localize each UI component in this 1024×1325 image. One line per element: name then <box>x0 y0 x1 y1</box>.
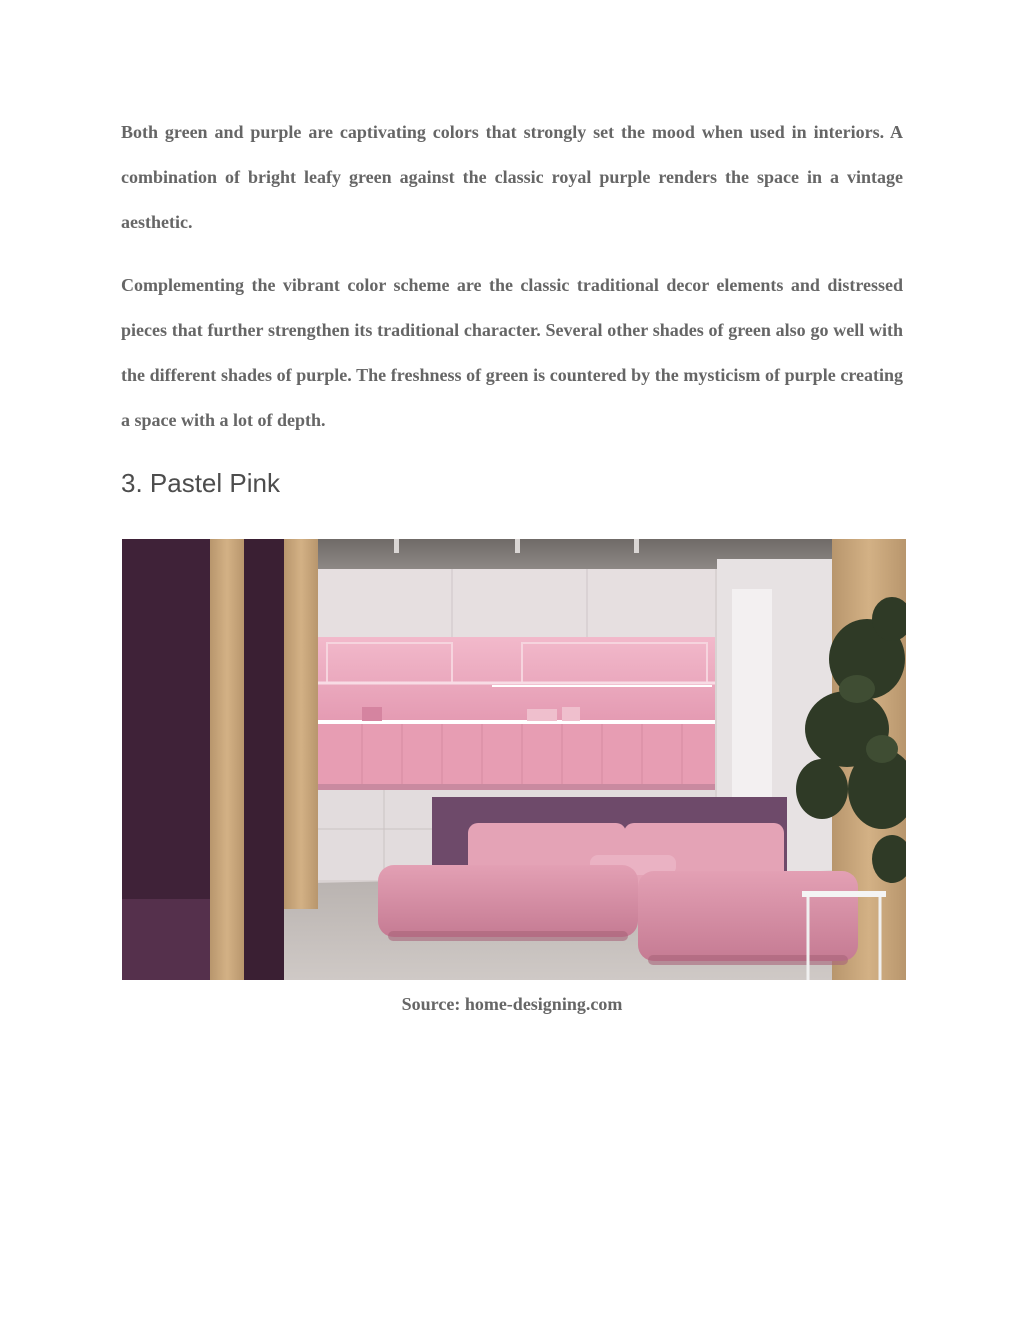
paragraph-1: Both green and purple are captivating colors that strongly set the mood when used in interiors. A combination of bright leafy green against the classic royal purple renders the space in a vintage aesthetic. <box>121 122 903 232</box>
image-caption: Source: home-designing.com <box>401 994 623 1014</box>
document-body <box>121 110 903 505</box>
section-heading: 3. Pastel Pink <box>121 468 280 498</box>
pastel-pink-room-illustration <box>122 539 906 980</box>
room-photo <box>122 539 906 980</box>
paragraph-2: Complementing the vibrant color scheme are the classic traditional decor elements and distressed pieces that further strengthen its traditional character. Several other shades of green also go well with the different shades of purple. The freshness of green is countered by the mysticism of purple creating a space with a lot of depth. <box>121 275 903 430</box>
